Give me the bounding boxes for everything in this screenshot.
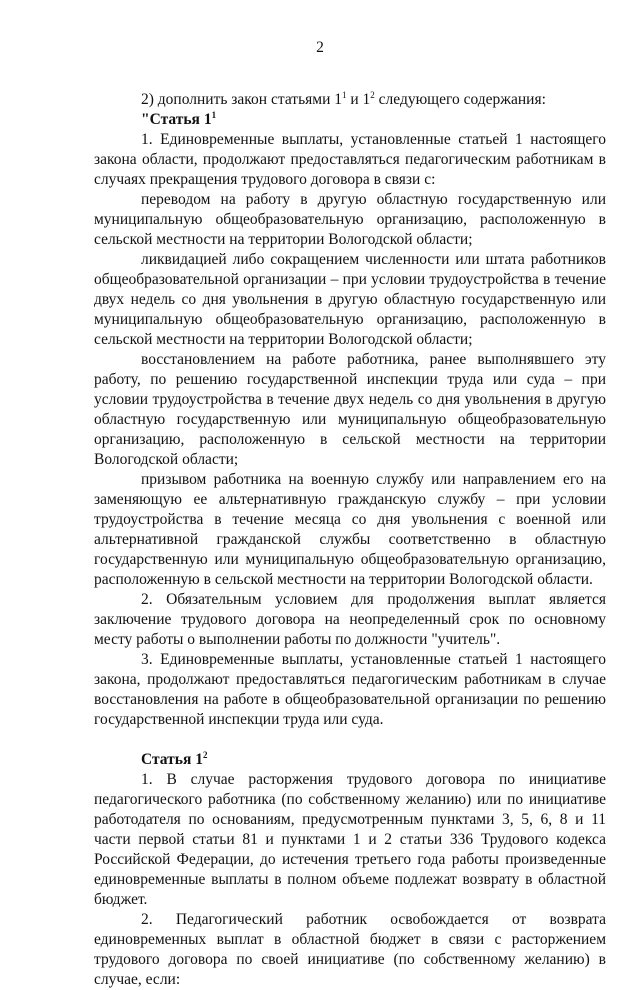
intro-superscript-a: 1: [342, 90, 347, 100]
article-1-2-heading-superscript: 2: [202, 750, 208, 760]
article-1-1-paragraph-2: переводом на работу в другую областную государственную или муниципальную общеобразовательную организацию, расположенную в сельской местности на территории Вологодской области;: [94, 191, 606, 248]
document-body: [94, 90, 606, 990]
intro-text-c: следующего содержания:: [374, 91, 546, 108]
article-1-2-paragraph-1: 1. В случае расторжения трудового договора по инициативе педагогического работника (по собственному желанию) или по инициативе работодателя по основаниям, предусмотренным пунктами 3, 5, 6, 8 и 11 части первой статьи 81 и пунктами 1 и 2 статьи 336 Трудового кодекса Российской Федерации, до истечения третьего года работы произведенные единовременные выплаты в полном объеме подлежат возврату в областной бюджет.: [94, 771, 606, 908]
article-1-1-paragraph-4: восстановлением на работе работника, ранее выполнявшего эту работу, по решению государственной инспекции труда или суда – при условии трудоустройства в течение двух недель со дня увольнения в другую областную государственную или муниципальную общеобразовательную организацию, расположенную в сельской местности на территории Вологодской области;: [94, 351, 606, 468]
article-1-1-paragraph-5: призывом работника на военную службу или направлением его на заменяющую ее альтернативную гражданскую службу – при условии трудоустройства в течение месяца со дня увольнения с военной или альтернативной гражданской службы соответственно в областную государственную или муниципальную общеобразовательную организацию, расположенную в сельской местности на территории Вологодской области.: [94, 471, 606, 588]
article-1-2-heading: [94, 750, 606, 770]
page-number: 2: [316, 39, 324, 56]
article-1-1-paragraph-1: 1. Единовременные выплаты, установленные статьей 1 настоящего закона области, продолжают предоставляться педагогическим работникам в случаях прекращения трудового договора в связи с:: [94, 131, 606, 188]
article-1-1-heading-text: "Статья 1: [141, 111, 212, 128]
intro-text-a: 2) дополнить закон статьями 1: [141, 91, 342, 108]
intro-text-b: и 1: [346, 91, 371, 108]
article-1-2-heading-text: Статья 1: [141, 751, 203, 768]
intro-superscript-b: 2: [370, 90, 375, 100]
article-1-1-paragraph-7: 3. Единовременные выплаты, установленные статьей 1 настоящего закона, продолжают предоставляться педагогическим работникам в случае восстановления на работе в общеобразовательной организации по решению государственной инспекции труда или суда.: [94, 651, 606, 728]
article-1-1-paragraph-3: ликвидацией либо сокращением численности или штата работников общеобразовательной организации – при условии трудоустройства в течение двух недель со дня увольнения в другую областную государственную или муниципальную общеобразовательную организацию, расположенную в сельской местности на территории Вологодской области;: [94, 251, 606, 348]
article-1-1-heading: [94, 110, 606, 130]
article-1-1-paragraph-6: 2. Обязательным условием для продолжения выплат является заключение трудового договора на неопределенный срок по основному месту работы о выполнении работы по должности "учитель".: [94, 591, 606, 648]
article-1-1-heading-superscript: 1: [211, 110, 217, 120]
article-1-2-paragraph-2: 2. Педагогический работник освобождается от возврата единовременных выплат в областной бюджет в связи с расторжением трудового договора по своей инициативе (по собственному желанию) в случае, если:: [94, 911, 606, 988]
amendment-intro: [94, 90, 606, 110]
